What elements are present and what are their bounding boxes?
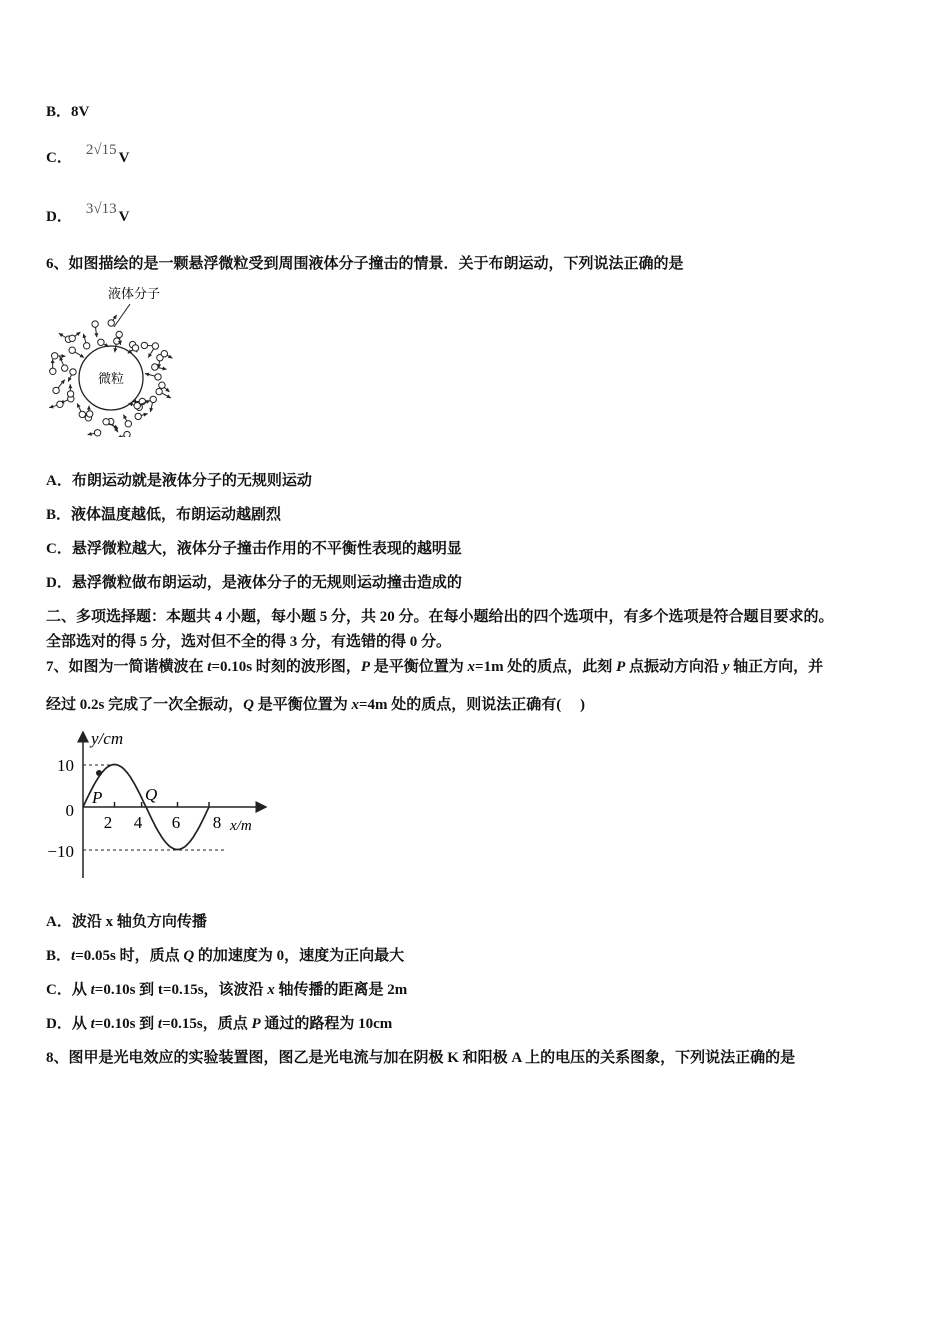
text-segment: 点振动方向沿: [625, 659, 723, 675]
text-segment: C．从: [46, 982, 91, 998]
arrow-head: [88, 432, 92, 436]
x-tick-8: 8: [212, 813, 222, 832]
arrow-head: [87, 406, 91, 410]
molecule: [57, 401, 63, 407]
text-segment: 轴正方向，并: [729, 659, 824, 675]
arrow-head: [61, 354, 65, 358]
text-segment: A．布朗运动就是液体分子的无规则运动: [46, 473, 312, 489]
text-segment: 7、如图为一简谐横波在: [46, 659, 208, 675]
section2-scoring: [46, 632, 451, 652]
q5-option-d: [46, 201, 130, 227]
unit: V: [118, 150, 130, 166]
molecule: [135, 413, 141, 419]
y-tick-neg10: −10: [47, 842, 74, 861]
molecule: [87, 411, 93, 417]
text-segment: 8、图甲是光电效应的实验装置图，图乙是光电流与加在阴极 K 和阳极 A 上的电压的关系图象，下列说法正确的是: [46, 1050, 796, 1066]
brownian-motion-figure: [46, 282, 191, 437]
label-q: Q: [145, 785, 158, 804]
option-label: D．: [46, 209, 72, 225]
q7-option-b: [46, 946, 404, 966]
text-segment: 二、多项选择题：本题共 4 小题，每小题 5 分，共 20 分。在每小题给出的四个选项中，有多个选项是符合题目要求的。: [46, 609, 834, 625]
arrow-head: [117, 435, 121, 437]
italic-symbol: P: [360, 659, 370, 675]
text-segment: =0.10s 到 t=0.15s，该波沿: [94, 982, 268, 998]
italic-symbol: t: [90, 1016, 95, 1032]
unit: V: [118, 209, 130, 225]
molecule: [152, 364, 158, 370]
text-segment: C．悬浮微粒越大，液体分子撞击作用的不平衡性表现的越明显: [46, 541, 462, 557]
particle-label: 微粒: [97, 372, 125, 387]
x-tick-4: 4: [133, 813, 143, 832]
x-tick-6: 6: [171, 813, 181, 832]
q7-option-d: [46, 1014, 392, 1034]
molecule: [98, 339, 104, 345]
text-segment: =0.10s 到: [94, 1016, 158, 1032]
text-segment: 全部选对的得 5 分，选对但不全的得 3 分，有选错的得 0 分。: [46, 634, 452, 650]
text-segment: B．液体温度越低，布朗运动越剧烈: [46, 507, 282, 523]
molecule: [155, 374, 161, 380]
text-segment: A．波沿 x 轴负方向传播: [46, 914, 207, 930]
q7-option-a: [46, 912, 207, 932]
q7-stem-line2: [46, 695, 585, 715]
italic-symbol: Q: [183, 948, 195, 964]
x-axis-label: x/m: [230, 818, 252, 834]
molecule: [52, 353, 58, 359]
wave-graph: [40, 726, 280, 886]
molecule: [103, 419, 109, 425]
molecule: [141, 342, 147, 348]
molecule: [62, 365, 68, 371]
molecule: [94, 430, 100, 436]
molecule: [161, 351, 167, 357]
molecule: [150, 396, 156, 402]
molecule: [53, 387, 59, 393]
q6-stem: [46, 254, 684, 274]
q6-option-a: [46, 471, 312, 491]
text-segment: 6、如图描绘的是一颗悬浮微粒受到周围液体分子撞击的情景．关于布朗运动，下列说法正确的是: [46, 256, 684, 272]
text-segment: 通过的路程为 10cm: [260, 1016, 393, 1032]
q5-option-b: [46, 102, 89, 122]
q7-option-c: [46, 980, 407, 1000]
q8-stem: [46, 1048, 795, 1068]
molecule: [108, 320, 114, 326]
text-segment: =4m 处的质点，则说法正确有( ): [358, 697, 585, 713]
x-tick-2: 2: [103, 813, 113, 832]
italic-symbol: t: [90, 982, 95, 998]
text-segment: 是平衡位置为: [253, 697, 352, 713]
arrow-head: [145, 373, 149, 377]
label-p: P: [92, 788, 103, 807]
y-tick-10: 10: [57, 756, 74, 775]
molecule: [116, 331, 122, 337]
q6-option-c: [46, 539, 462, 559]
text-segment: =0.10s 时刻的波形图，: [211, 659, 361, 675]
molecule: [79, 411, 85, 417]
molecule: [125, 421, 131, 427]
molecule: [70, 369, 76, 375]
italic-symbol: P: [616, 659, 626, 675]
point-p: [96, 770, 102, 776]
text-segment: =0.15s，质点: [162, 1016, 252, 1032]
q6-option-b: [46, 505, 281, 525]
italic-symbol: P: [251, 1016, 261, 1032]
molecule: [67, 391, 73, 397]
math-expression: 3√13: [85, 201, 117, 217]
text-segment: 是平衡位置为: [370, 659, 468, 675]
option-label: B．: [46, 104, 72, 120]
text-segment: =1m 处的质点，此刻: [475, 659, 617, 675]
section2-instructions: [46, 607, 834, 627]
italic-symbol: Q: [243, 697, 254, 713]
italic-symbol: y: [722, 659, 730, 675]
molecule: [84, 343, 90, 349]
molecule: [159, 382, 165, 388]
italic-symbol: t: [207, 659, 212, 675]
arrow-head: [149, 408, 153, 412]
molecule: [156, 388, 162, 394]
molecule: [92, 321, 98, 327]
y-axis-label: y/cm: [91, 729, 124, 748]
text-segment: D．悬浮微粒做布朗运动，是液体分子的无规则运动撞击造成的: [46, 575, 462, 591]
italic-symbol: x: [267, 982, 275, 998]
option-text: 8V: [71, 104, 90, 120]
arrow-head: [162, 367, 166, 371]
text-segment: 的加速度为 0，速度为正向最大: [194, 948, 405, 964]
italic-symbol: x: [351, 697, 359, 713]
molecule: [50, 368, 56, 374]
arrow-head: [51, 359, 55, 363]
text-segment: B．: [46, 948, 72, 964]
option-label: C．: [46, 150, 72, 166]
text-segment: 轴传播的距离是 2m: [274, 982, 408, 998]
molecule: [132, 345, 138, 351]
italic-symbol: x: [467, 659, 476, 675]
arrow-head: [68, 384, 72, 388]
text-segment: =0.05s 时，质点: [75, 948, 184, 964]
molecule: [69, 335, 75, 341]
molecule: [152, 343, 158, 349]
q5-option-c: [46, 142, 130, 168]
molecule: [124, 431, 130, 437]
math-expression: 2√15: [85, 142, 117, 158]
italic-symbol: t: [157, 1016, 163, 1032]
q7-stem-line1: [46, 657, 823, 677]
text-segment: D．从: [46, 1016, 91, 1032]
text-segment: 经过 0.2s 完成了一次全振动，: [46, 697, 244, 713]
molecule: [134, 403, 140, 409]
y-tick-0: 0: [65, 801, 74, 820]
molecule: [69, 347, 75, 353]
italic-symbol: t: [71, 948, 76, 964]
q6-option-d: [46, 573, 462, 593]
molecule-label: 液体分子: [108, 287, 161, 302]
